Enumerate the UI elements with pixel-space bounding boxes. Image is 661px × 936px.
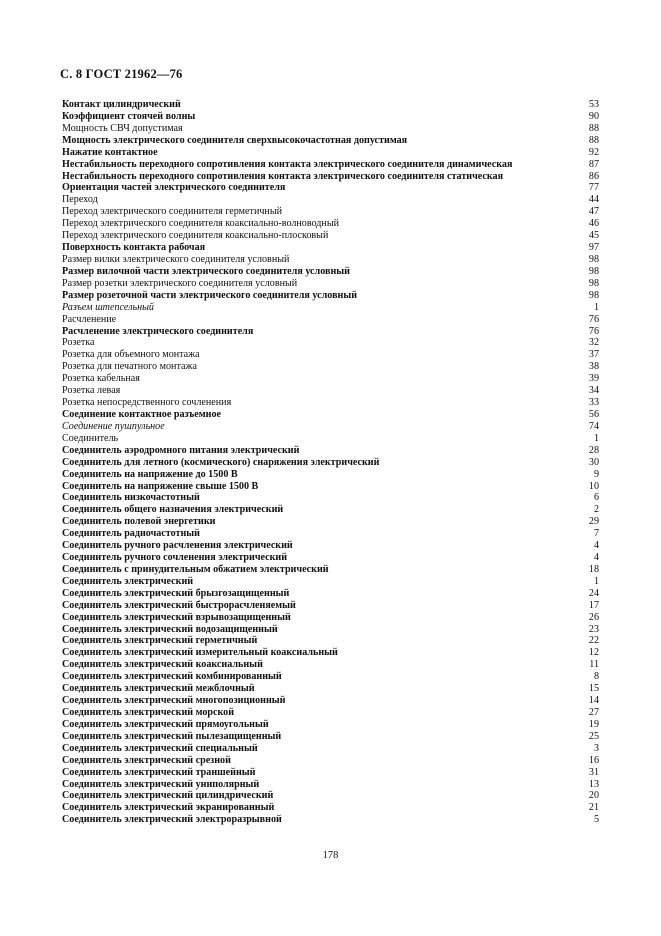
index-entry bbox=[62, 695, 599, 707]
index-page-ref: 76 bbox=[588, 313, 599, 325]
index-entry bbox=[62, 194, 599, 206]
index-entry bbox=[62, 528, 599, 540]
index-page-ref: 3 bbox=[593, 742, 599, 754]
index-page-ref: 7 bbox=[593, 528, 599, 540]
index-entry bbox=[62, 206, 599, 218]
index-page-ref: 77 bbox=[588, 182, 599, 194]
index-list bbox=[62, 99, 599, 826]
page-number: 178 bbox=[322, 850, 339, 861]
index-page-ref: 10 bbox=[588, 480, 599, 492]
index-entry bbox=[62, 516, 599, 528]
index-entry bbox=[62, 111, 599, 123]
index-term: Соединитель общего назначения электрический bbox=[62, 504, 284, 516]
index-entry bbox=[62, 278, 599, 290]
index-page-ref: 33 bbox=[588, 397, 599, 409]
index-entry bbox=[62, 755, 599, 767]
index-term: Соединитель электрический прямоугольный bbox=[62, 718, 269, 730]
index-entry bbox=[62, 254, 599, 266]
index-entry bbox=[62, 326, 599, 338]
index-term: Соединитель электрический взрывозащищенный bbox=[62, 611, 291, 623]
index-entry bbox=[62, 671, 599, 683]
index-term: Соединитель электрический многопозиционный bbox=[62, 695, 286, 707]
index-page-ref: 76 bbox=[588, 325, 599, 337]
index-page-ref: 38 bbox=[588, 361, 599, 373]
index-entry bbox=[62, 731, 599, 743]
index-page-ref: 21 bbox=[588, 802, 599, 814]
index-entry bbox=[62, 481, 599, 493]
index-entry bbox=[62, 123, 599, 135]
index-page-ref: 44 bbox=[588, 194, 599, 206]
index-page-ref: 24 bbox=[588, 587, 599, 599]
index-term: Нестабильность переходного сопротивления контакта электрического соединителя статическая bbox=[62, 170, 504, 182]
index-page-ref: 13 bbox=[588, 778, 599, 790]
index-term: Соединитель низкочастотный bbox=[62, 492, 200, 504]
index-term: Соединитель полевой энергетики bbox=[62, 516, 216, 528]
index-term: Розетка bbox=[62, 337, 95, 349]
index-page-ref: 32 bbox=[588, 337, 599, 349]
index-entry bbox=[62, 743, 599, 755]
index-entry bbox=[62, 135, 599, 147]
index-page-ref: 29 bbox=[588, 516, 599, 528]
index-term: Соединитель электрический электроразрывной bbox=[62, 814, 282, 826]
index-term: Ориентация частей электрического соединителя bbox=[62, 182, 286, 194]
index-page-ref: 98 bbox=[588, 277, 599, 289]
index-term: Соединитель bbox=[62, 432, 119, 444]
index-page-ref: 27 bbox=[588, 707, 599, 719]
index-term: Переход bbox=[62, 194, 98, 206]
index-page-ref: 1 bbox=[593, 301, 599, 313]
index-term: Переход электрического соединителя герметичный bbox=[62, 206, 283, 218]
index-term: Соединитель электрический комбинированный bbox=[62, 671, 282, 683]
index-entry bbox=[62, 600, 599, 612]
index-entry bbox=[62, 552, 599, 564]
index-page-ref: 5 bbox=[593, 814, 599, 826]
index-page-ref: 2 bbox=[593, 504, 599, 516]
index-term: Соединитель радиочастотный bbox=[62, 528, 200, 540]
index-entry bbox=[62, 659, 599, 671]
index-entry bbox=[62, 409, 599, 421]
index-entry bbox=[62, 218, 599, 230]
page-header: С. 8 ГОСТ 21962—76 bbox=[60, 67, 183, 81]
index-page-ref: 19 bbox=[588, 718, 599, 730]
index-page-ref: 6 bbox=[593, 492, 599, 504]
index-entry bbox=[62, 492, 599, 504]
index-entry bbox=[62, 445, 599, 457]
index-page-ref: 98 bbox=[588, 265, 599, 277]
index-page-ref: 88 bbox=[588, 134, 599, 146]
index-entry bbox=[62, 433, 599, 445]
index-entry bbox=[62, 779, 599, 791]
index-entry bbox=[62, 469, 599, 481]
index-term: Соединитель электрический измерительный коаксиальный bbox=[62, 647, 338, 659]
index-entry bbox=[62, 337, 599, 349]
index-term: Соединитель с принудительным обжатием электрический bbox=[62, 563, 329, 575]
index-term: Соединитель электрический экранированный bbox=[62, 802, 275, 814]
index-entry bbox=[62, 707, 599, 719]
index-term: Соединитель электрический пылезащищенный bbox=[62, 730, 282, 742]
index-page-ref: 56 bbox=[588, 408, 599, 420]
index-term: Соединитель электрический цилиндрический bbox=[62, 790, 274, 802]
index-entry bbox=[62, 397, 599, 409]
index-term: Розетка левая bbox=[62, 385, 121, 397]
index-term: Соединитель на напряжение свыше 1500 В bbox=[62, 480, 259, 492]
index-page-ref: 97 bbox=[588, 242, 599, 254]
index-entry bbox=[62, 767, 599, 779]
index-term: Розетка для объемного монтажа bbox=[62, 349, 200, 361]
index-page-ref: 31 bbox=[588, 766, 599, 778]
index-term: Соединитель электрический срезной bbox=[62, 754, 231, 766]
index-entry bbox=[62, 266, 599, 278]
index-term: Нажатие контактное bbox=[62, 146, 158, 158]
index-entry bbox=[62, 540, 599, 552]
index-entry bbox=[62, 171, 599, 183]
index-page-ref: 9 bbox=[593, 468, 599, 480]
index-page-ref: 17 bbox=[588, 599, 599, 611]
index-entry bbox=[62, 242, 599, 254]
index-page-ref: 45 bbox=[588, 230, 599, 242]
index-entry bbox=[62, 624, 599, 636]
index-entry bbox=[62, 230, 599, 242]
index-page-ref: 87 bbox=[588, 158, 599, 170]
index-entry bbox=[62, 457, 599, 469]
index-entry bbox=[62, 373, 599, 385]
index-entry bbox=[62, 147, 599, 159]
index-entry bbox=[62, 588, 599, 600]
index-term: Соединитель на напряжение до 1500 В bbox=[62, 468, 238, 480]
index-page-ref: 92 bbox=[588, 146, 599, 158]
index-page-ref: 53 bbox=[588, 99, 599, 110]
index-page-ref: 98 bbox=[588, 289, 599, 301]
index-term: Мощность СВЧ допустимая bbox=[62, 122, 183, 134]
index-page-ref: 18 bbox=[588, 563, 599, 575]
index-entry bbox=[62, 683, 599, 695]
index-page-ref: 4 bbox=[593, 552, 599, 564]
index-term: Переход электрического соединителя коаксиально-волноводный bbox=[62, 218, 340, 230]
index-term: Соединитель электрический специальный bbox=[62, 742, 258, 754]
index-page-ref: 90 bbox=[588, 110, 599, 122]
index-term: Разъем штепсельный bbox=[62, 301, 154, 313]
index-entry bbox=[62, 302, 599, 314]
index-page-ref: 37 bbox=[588, 349, 599, 361]
index-page-ref: 20 bbox=[588, 790, 599, 802]
index-term: Розетка кабельная bbox=[62, 373, 140, 385]
index-entry bbox=[62, 290, 599, 302]
index-term: Соединитель электрический брызгозащищенный bbox=[62, 587, 290, 599]
index-term: Соединитель электрический быстрорасчленяемый bbox=[62, 599, 296, 611]
index-term: Размер розеточной части электрического соединителя условный bbox=[62, 289, 358, 301]
index-entry bbox=[62, 349, 599, 361]
index-page-ref: 11 bbox=[589, 659, 599, 671]
index-term: Соединитель электрический униполярный bbox=[62, 778, 260, 790]
index-page-ref: 8 bbox=[593, 671, 599, 683]
index-term: Соединитель электрический водозащищенный bbox=[62, 623, 278, 635]
index-page-ref: 47 bbox=[588, 206, 599, 218]
index-page-ref: 23 bbox=[588, 623, 599, 635]
index-entry bbox=[62, 564, 599, 576]
index-term: Поверхность контакта рабочая bbox=[62, 242, 206, 254]
index-term: Размер вилки электрического соединителя условный bbox=[62, 253, 290, 265]
index-page-ref: 46 bbox=[588, 218, 599, 230]
index-page-ref: 15 bbox=[588, 683, 599, 695]
index-term: Переход электрического соединителя коаксиально-плосковый bbox=[62, 230, 329, 242]
index-term: Соединитель электрический морской bbox=[62, 707, 235, 719]
index-page-ref: 88 bbox=[588, 122, 599, 134]
index-term: Размер розетки электрического соединителя условный bbox=[62, 277, 298, 289]
index-term: Контакт цилиндрический bbox=[62, 99, 181, 110]
index-entry bbox=[62, 361, 599, 373]
index-term: Соединитель ручного сочленения электрический bbox=[62, 552, 288, 564]
index-entry bbox=[62, 182, 599, 194]
index-term: Коэффициент стоячей волны bbox=[62, 110, 196, 122]
index-term: Соединитель электрический герметичный bbox=[62, 635, 258, 647]
index-term: Соединитель электрический bbox=[62, 575, 194, 587]
index-page-ref: 1 bbox=[593, 575, 599, 587]
index-page-ref: 12 bbox=[588, 647, 599, 659]
index-page-ref: 25 bbox=[588, 730, 599, 742]
index-term: Соединитель электрический межблочный bbox=[62, 683, 255, 695]
index-entry bbox=[62, 647, 599, 659]
index-entry bbox=[62, 719, 599, 731]
index-page-ref: 74 bbox=[588, 420, 599, 432]
index-page-ref: 1 bbox=[593, 432, 599, 444]
index-term: Соединитель для летного (космического) снаряжения электрический bbox=[62, 456, 380, 468]
index-page-ref: 86 bbox=[588, 170, 599, 182]
index-term: Расчленение bbox=[62, 313, 117, 325]
index-term: Соединитель электрический коаксиальный bbox=[62, 659, 263, 671]
index-page-ref: 16 bbox=[588, 754, 599, 766]
index-page-ref: 28 bbox=[588, 444, 599, 456]
index-entry bbox=[62, 814, 599, 826]
index-term: Соединение пушпульное bbox=[62, 420, 165, 432]
index-entry bbox=[62, 635, 599, 647]
index-term: Соединитель аэродромного питания электрический bbox=[62, 444, 300, 456]
index-term: Мощность электрического соединителя сверхвысокочастотная допустимая bbox=[62, 134, 408, 146]
index-term: Розетка для печатного монтажа bbox=[62, 361, 197, 373]
index-entry bbox=[62, 314, 599, 326]
index-entry bbox=[62, 504, 599, 516]
index-entry bbox=[62, 576, 599, 588]
index-page-ref: 26 bbox=[588, 611, 599, 623]
index-entry bbox=[62, 790, 599, 802]
index-page-ref: 22 bbox=[588, 635, 599, 647]
index-entry bbox=[62, 802, 599, 814]
index-entry bbox=[62, 159, 599, 171]
index-page-ref: 39 bbox=[588, 373, 599, 385]
index-term: Нестабильность переходного сопротивления контакта электрического соединителя динамическая bbox=[62, 158, 513, 170]
index-term: Расчленение электрического соединителя bbox=[62, 325, 254, 337]
index-entry bbox=[62, 99, 599, 111]
index-entry bbox=[62, 612, 599, 624]
index-entry bbox=[62, 421, 599, 433]
index-term: Соединитель электрический траншейный bbox=[62, 766, 256, 778]
index-page-ref: 98 bbox=[588, 253, 599, 265]
index-term: Розетка непосредственного сочленения bbox=[62, 397, 232, 409]
index-page-ref: 4 bbox=[593, 540, 599, 552]
index-page-ref: 14 bbox=[588, 695, 599, 707]
index-page-ref: 30 bbox=[588, 456, 599, 468]
index-term: Соединитель ручного расчленения электрический bbox=[62, 540, 293, 552]
index-page-ref: 34 bbox=[588, 385, 599, 397]
index-term: Размер вилочной части электрического соединителя условный bbox=[62, 265, 350, 277]
index-term: Соединение контактное разъемное bbox=[62, 408, 221, 420]
index-entry bbox=[62, 385, 599, 397]
